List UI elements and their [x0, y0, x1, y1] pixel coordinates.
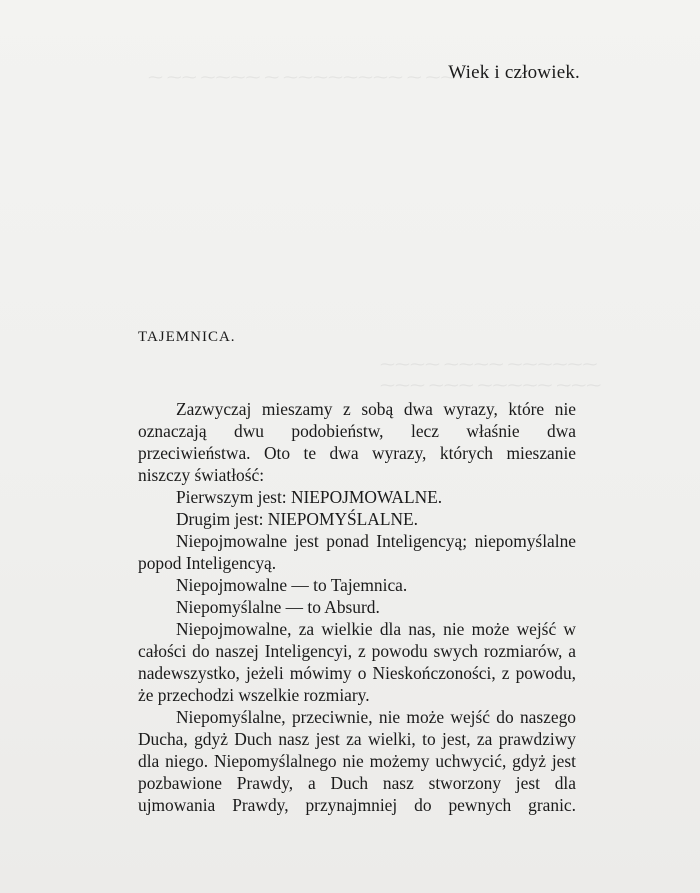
paragraph: Niepomyślalne, przeciwnie, nie może wejść do naszego Ducha, gdyż Duch nasz jest za wielki, to jest, za prawdziwy dla niego. Niepomyślalnego nie możemy uchwycić, gdyż jest pozbawione Prawdy, a Duch nasz stworzony jest dla ujmowania Prawdy, przynajmniej do pewnych granic.	[138, 707, 576, 815]
running-head: Wiek i człowiek.	[448, 62, 580, 83]
paragraph: Zazwyczaj mieszamy z sobą dwa wyrazy, które nie oznaczają dwu podobieństw, lecz właśnie dwa przeciwieństwa. Oto te dwa wyrazy, których mieszanie niszczy światłość:	[138, 399, 576, 485]
show-through-line: ⁓ ⁓⁓ ⁓⁓⁓⁓ ⁓ ⁓⁓⁓⁓⁓⁓⁓⁓ ⁓ ⁓⁓	[148, 70, 456, 86]
paragraph: Drugim jest: NIEPOMYŚLALNE.	[176, 509, 419, 529]
paragraph: Niepomyślalne — to Absurd.	[176, 597, 380, 617]
show-through-line: ⁓⁓⁓ ⁓⁓⁓ ⁓⁓⁓⁓⁓ ⁓⁓⁓	[380, 378, 602, 394]
paragraph: Niepojmowalne jest ponad Inteligencyą; niepomyślalne popod Inteligencyą.	[138, 531, 576, 573]
paragraph: Niepojmowalne — to Tajemnica.	[176, 575, 408, 595]
body-text	[138, 398, 576, 816]
paragraph: Niepojmowalne, za wielkie dla nas, nie może wejść w całości do naszej Inteligencyi, z powodu swych rozmiarów, a nadewszystko, jeżeli mówimy o Nieskończoności, z powodu, że przechodzi wszelkie rozmiary.	[138, 619, 576, 705]
show-through-line: ⁓⁓⁓⁓ ⁓⁓⁓⁓ ⁓⁓⁓⁓⁓⁓	[380, 357, 598, 373]
section-title: TAJEMNICA.	[138, 329, 236, 345]
paragraph: Pierwszym jest: NIEPOJMOWALNE.	[176, 487, 443, 507]
